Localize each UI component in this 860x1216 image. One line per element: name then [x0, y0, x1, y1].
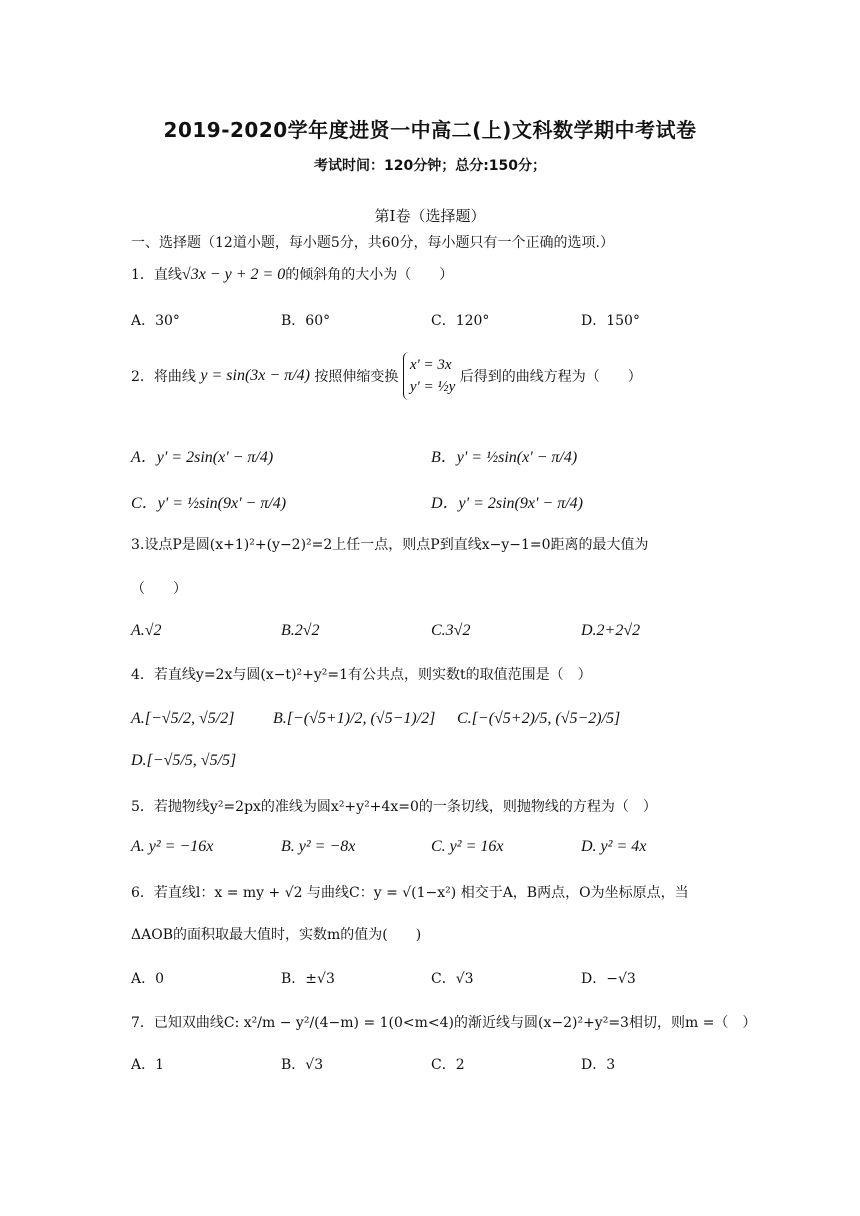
exam-subtitle: 考试时间：120分钟；总分:150分； — [313, 158, 547, 174]
q3-option-c: C.3√2 — [431, 622, 471, 639]
q6-option-c: C．√3 — [431, 971, 474, 987]
q2-curve: y = sin(3x − π/4) — [200, 367, 310, 384]
q7-option-b: B．√3 — [281, 1057, 324, 1073]
q4-option-d: D.[−√5/5, √5/5] — [131, 752, 237, 769]
q2-option-d: D．y' = 2sin(9x' − π/4) — [431, 495, 583, 512]
q3-option-a: A.√2 — [131, 622, 162, 639]
q5-option-c: C. y² = 16x — [431, 838, 504, 855]
q5-option-d: D. y² = 4x — [581, 838, 647, 855]
q1-equation: √3x − y + 2 = 0 — [181, 266, 286, 283]
q3-option-b: B.2√2 — [281, 622, 320, 639]
q7-option-c: C．2 — [431, 1057, 465, 1073]
q2-transform-system: x' = 3x y' = ½y — [403, 352, 455, 400]
question-7: 7．已知双曲线C: x²/m − y²/(4−m) = 1(0<m<4)的渐近线与圆(x−2)²+y²=3相切，则m =（ ） — [131, 1015, 757, 1031]
question-6-cont: ΔAOB的面积取最大值时，实数m的值为( ) — [131, 927, 422, 943]
q5-option-a: A. y² = −16x — [131, 838, 214, 855]
q3-option-d: D.2+2√2 — [581, 622, 641, 639]
question-5: 5．若抛物线y²=2px的准线为圆x²+y²+4x=0的一条切线，则抛物线的方程为（ ） — [131, 799, 657, 815]
exam-title: 2019-2020学年度进贤一中高二(上)文科数学期中考试卷 — [163, 118, 697, 142]
q6-option-b: B．±√3 — [281, 971, 335, 987]
q4-option-c: C.[−(√5+2)/5, (√5−2)/5] — [457, 710, 621, 727]
q7-option-d: D．3 — [581, 1057, 616, 1073]
q5-option-b: B. y² = −8x — [281, 838, 356, 855]
question-3-paren: （ ） — [131, 581, 187, 597]
q2-option-b: B．y' = ½sin(x' − π/4) — [431, 449, 578, 466]
q7-option-a: A．1 — [131, 1057, 165, 1073]
question-4: 4．若直线y=2x与圆(x−t)²+y²=1有公共点，则实数t的取值范围是（ ） — [131, 667, 592, 683]
question-1: 1．直线√3x − y + 2 = 0的倾斜角的大小为（ ） — [131, 266, 454, 283]
q1-option-b: B．60° — [281, 313, 331, 329]
q2-option-a: A．y' = 2sin(x' − π/4) — [131, 449, 274, 466]
q4-option-a: A.[−√5/2, √5/2] — [131, 710, 235, 727]
q1-option-a: A．30° — [131, 313, 180, 329]
section-heading: 第Ⅰ卷（选择题） — [374, 207, 486, 225]
question-3: 3.设点P是圆(x+1)²+(y−2)²=2上任一点，则点P到直线x−y−1=0距离的最大值为 — [131, 537, 649, 553]
q6-option-a: A．0 — [131, 971, 165, 987]
question-2: 2．将曲线 y = sin(3x − π/4) 按照伸缩变换 x' = 3x y' = ½y 后得到的曲线方程为（ ） — [131, 352, 642, 400]
q6-option-d: D．−√3 — [581, 971, 636, 987]
q1-option-d: D．150° — [581, 313, 640, 329]
q2-option-c: C．y' = ½sin(9x' − π/4) — [131, 495, 287, 512]
q4-option-b: B.[−(√5+1)/2, (√5−1)/2] — [273, 710, 436, 727]
instructions: 一、选择题（12道小题，每小题5分，共60分，每小题只有一个正确的选项.） — [131, 235, 614, 251]
q1-option-c: C．120° — [431, 313, 490, 329]
question-6: 6．若直线l：x = my + √2 与曲线C：y = √(1−x²) 相交于A，B两点，O为坐标原点，当 — [131, 885, 689, 901]
